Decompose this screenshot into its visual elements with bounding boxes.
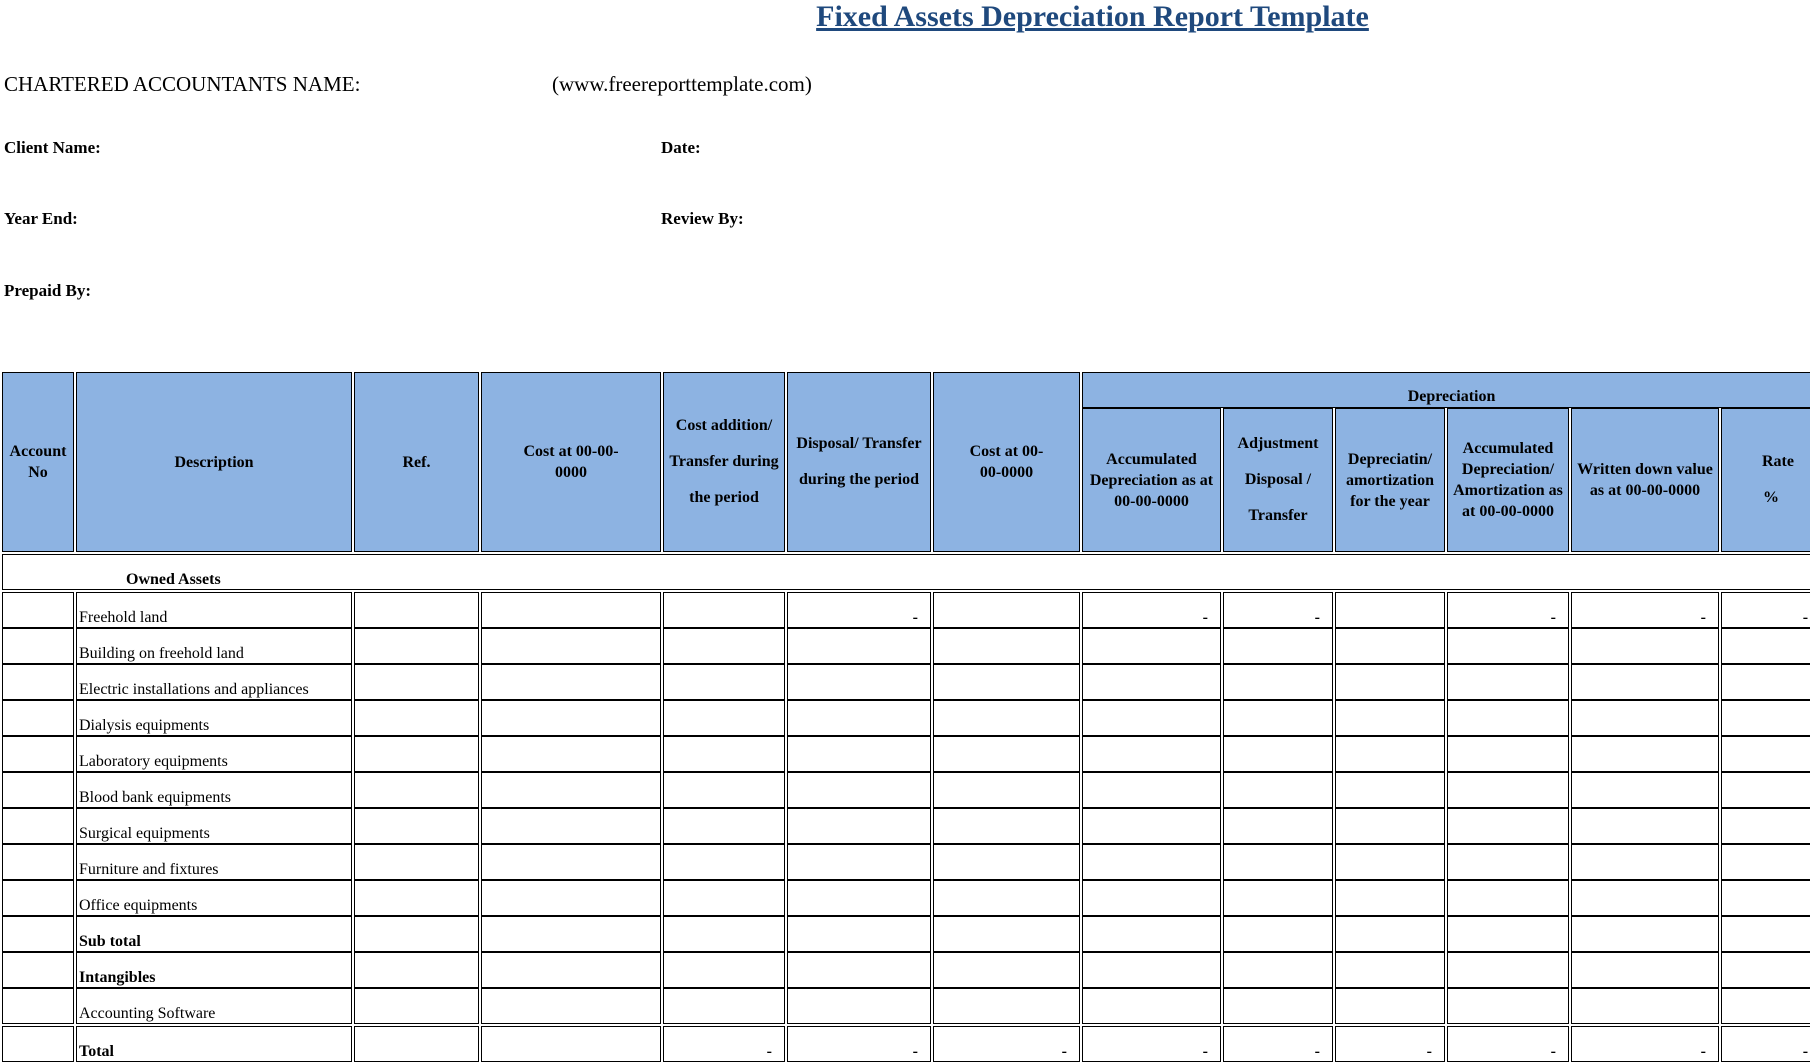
value-cell[interactable] (787, 772, 931, 808)
value-cell[interactable] (1447, 808, 1569, 844)
value-cell[interactable] (933, 664, 1080, 700)
value-cell[interactable] (933, 808, 1080, 844)
value-cell[interactable] (354, 880, 479, 916)
value-cell[interactable] (1571, 880, 1719, 916)
value-cell[interactable] (354, 988, 479, 1024)
value-cell[interactable] (354, 592, 479, 628)
value-cell[interactable] (1335, 880, 1445, 916)
table-row (2, 880, 1810, 916)
value-cell[interactable] (1082, 772, 1221, 808)
value-cell[interactable] (1082, 916, 1221, 952)
value-cell[interactable] (1721, 880, 1810, 916)
value-cell[interactable] (354, 628, 479, 664)
account-no-cell[interactable] (2, 592, 74, 628)
value-cell[interactable] (1571, 628, 1719, 664)
value-cell[interactable] (933, 880, 1080, 916)
value-cell[interactable] (1721, 808, 1810, 844)
col-cost-at-end: Cost at 00-00-0000 (933, 372, 1080, 552)
description-cell[interactable]: Freehold land (76, 592, 352, 628)
value-cell[interactable]: - (1447, 1026, 1569, 1062)
value-cell[interactable]: - (787, 592, 931, 628)
account-no-cell[interactable] (2, 988, 74, 1024)
col-accum-dep-end: Accumulated Depreciation/ Amortization as at 00-00-0000 (1447, 408, 1569, 552)
col-accum-dep-start: Accumulated Depreciation as at 00-00-0000 (1082, 408, 1221, 552)
description-cell[interactable]: Laboratory equipments (76, 736, 352, 772)
col-description: Description (76, 372, 352, 552)
value-cell[interactable] (1447, 736, 1569, 772)
account-no-cell[interactable] (2, 952, 74, 988)
table-row (2, 772, 1810, 808)
header-row (2, 372, 1810, 408)
table-row (2, 736, 1810, 772)
review-by-label: Review By: (661, 209, 744, 228)
value-cell[interactable] (787, 628, 931, 664)
value-cell[interactable] (1447, 988, 1569, 1024)
value-cell[interactable] (1571, 772, 1719, 808)
value-cell[interactable] (787, 952, 931, 988)
value-cell[interactable] (481, 700, 661, 736)
fixed-assets-table (0, 372, 1810, 1062)
value-cell[interactable] (663, 772, 785, 808)
value-cell[interactable] (663, 808, 785, 844)
page-title: Fixed Assets Depreciation Report Template (816, 0, 1369, 33)
value-cell[interactable] (787, 988, 931, 1024)
value-cell[interactable] (481, 772, 661, 808)
table-row (2, 844, 1810, 880)
website-text: (www.freereporttemplate.com) (552, 72, 812, 96)
account-no-cell[interactable] (2, 844, 74, 880)
value-cell[interactable]: - (1721, 592, 1810, 628)
value-cell[interactable]: - (933, 1026, 1080, 1062)
description-cell[interactable]: Sub total (76, 916, 352, 952)
description-cell[interactable]: Intangibles (76, 952, 352, 988)
col-adjustment: Adjustment Disposal / Transfer (1223, 408, 1333, 552)
value-cell[interactable] (663, 844, 785, 880)
value-cell[interactable] (1223, 880, 1333, 916)
year-end-label: Year End: (4, 209, 78, 228)
account-no-cell[interactable] (2, 736, 74, 772)
value-cell[interactable] (481, 808, 661, 844)
value-cell[interactable] (1335, 808, 1445, 844)
value-cell[interactable] (1447, 952, 1569, 988)
value-cell[interactable] (1447, 844, 1569, 880)
value-cell[interactable] (1721, 952, 1810, 988)
table-row (2, 808, 1810, 844)
value-cell[interactable] (1335, 916, 1445, 952)
value-cell[interactable] (1223, 736, 1333, 772)
value-cell[interactable] (1721, 700, 1810, 736)
account-no-cell[interactable] (2, 880, 74, 916)
value-cell[interactable]: - (1223, 592, 1333, 628)
value-cell[interactable] (1223, 808, 1333, 844)
table-row (2, 952, 1810, 988)
date-label: Date: (661, 138, 701, 157)
client-name-label: Client Name: (4, 138, 101, 157)
value-cell[interactable] (1447, 628, 1569, 664)
value-cell[interactable] (1335, 988, 1445, 1024)
value-cell[interactable] (933, 736, 1080, 772)
description-cell[interactable]: Electric installations and appliances (76, 664, 352, 700)
account-no-cell[interactable] (2, 916, 74, 952)
value-cell[interactable] (787, 700, 931, 736)
section-owned-assets: Owned Assets (2, 554, 1810, 590)
table-row (2, 628, 1810, 664)
value-cell[interactable]: - (1571, 1026, 1719, 1062)
firm-name-label: CHARTERED ACCOUNTANTS NAME: (4, 72, 361, 96)
value-cell[interactable] (1335, 700, 1445, 736)
value-cell[interactable] (1335, 772, 1445, 808)
value-cell[interactable] (663, 664, 785, 700)
value-cell[interactable] (481, 952, 661, 988)
value-cell[interactable] (481, 880, 661, 916)
value-cell[interactable] (1335, 736, 1445, 772)
table-row (2, 664, 1810, 700)
depreciation-group-header: Depreciation (1082, 372, 1810, 408)
value-cell[interactable] (354, 916, 479, 952)
value-cell[interactable] (1571, 700, 1719, 736)
value-cell[interactable] (787, 664, 931, 700)
value-cell[interactable] (933, 700, 1080, 736)
col-account-no: Account No (2, 372, 74, 552)
col-cost-addition: Cost addition/ Transfer during the period (663, 372, 785, 552)
value-cell[interactable] (1223, 664, 1333, 700)
value-cell[interactable]: - (787, 1026, 931, 1062)
value-cell[interactable] (354, 844, 479, 880)
value-cell[interactable] (1223, 628, 1333, 664)
value-cell[interactable] (1447, 772, 1569, 808)
description-cell[interactable]: Surgical equipments (76, 808, 352, 844)
value-cell[interactable] (787, 808, 931, 844)
col-ref: Ref. (354, 372, 479, 552)
col-dep-for-year: Depreciatin/ amortization for the year (1335, 408, 1445, 552)
value-cell[interactable] (1721, 736, 1810, 772)
value-cell[interactable] (663, 700, 785, 736)
value-cell[interactable] (481, 664, 661, 700)
col-written-down: Written down value as at 00-00-0000 (1571, 408, 1719, 552)
value-cell[interactable] (1082, 952, 1221, 988)
value-cell[interactable] (1223, 988, 1333, 1024)
value-cell[interactable] (1571, 916, 1719, 952)
value-cell[interactable]: - (1447, 592, 1569, 628)
value-cell[interactable] (663, 592, 785, 628)
account-no-cell[interactable] (2, 700, 74, 736)
description-cell[interactable]: Accounting Software (76, 988, 352, 1024)
value-cell[interactable] (1082, 628, 1221, 664)
table-row (2, 592, 1810, 628)
value-cell[interactable] (1082, 700, 1221, 736)
value-cell[interactable] (933, 844, 1080, 880)
value-cell[interactable] (1223, 700, 1333, 736)
description-cell[interactable]: Office equipments (76, 880, 352, 916)
value-cell[interactable] (481, 916, 661, 952)
value-cell[interactable] (1571, 988, 1719, 1024)
value-cell[interactable] (933, 916, 1080, 952)
account-no-cell[interactable] (2, 1026, 74, 1062)
value-cell[interactable] (1082, 880, 1221, 916)
value-cell[interactable] (1721, 916, 1810, 952)
value-cell[interactable] (354, 736, 479, 772)
description-cell[interactable]: Total (76, 1026, 352, 1062)
col-rate: Rate % (1721, 408, 1810, 552)
value-cell[interactable] (1571, 844, 1719, 880)
value-cell[interactable] (481, 592, 661, 628)
table-row (2, 988, 1810, 1024)
value-cell[interactable] (481, 844, 661, 880)
value-cell[interactable] (1223, 916, 1333, 952)
value-cell[interactable] (1571, 952, 1719, 988)
value-cell[interactable] (481, 1026, 661, 1062)
prepaid-by-label: Prepaid By: (4, 281, 92, 300)
account-no-cell[interactable] (2, 664, 74, 700)
value-cell[interactable] (1335, 952, 1445, 988)
value-cell[interactable] (663, 628, 785, 664)
value-cell[interactable] (663, 988, 785, 1024)
value-cell[interactable] (787, 916, 931, 952)
value-cell[interactable] (354, 772, 479, 808)
value-cell[interactable]: - (663, 1026, 785, 1062)
value-cell[interactable] (354, 664, 479, 700)
value-cell[interactable] (1335, 628, 1445, 664)
value-cell[interactable] (787, 880, 931, 916)
value-cell[interactable] (663, 880, 785, 916)
value-cell[interactable]: - (1082, 1026, 1221, 1062)
value-cell[interactable]: - (1335, 1026, 1445, 1062)
total-row (2, 1026, 1810, 1062)
value-cell[interactable] (1335, 844, 1445, 880)
table-row (2, 700, 1810, 736)
description-cell[interactable]: Blood bank equipments (76, 772, 352, 808)
section-row-owned-assets (2, 554, 1810, 590)
value-cell[interactable] (787, 844, 931, 880)
col-disposal: Disposal/ Transfer during the period (787, 372, 931, 552)
value-cell[interactable] (1082, 988, 1221, 1024)
account-no-cell[interactable] (2, 772, 74, 808)
value-cell[interactable] (1447, 700, 1569, 736)
value-cell[interactable] (1082, 808, 1221, 844)
value-cell[interactable] (1721, 772, 1810, 808)
value-cell[interactable] (481, 628, 661, 664)
value-cell[interactable] (1223, 844, 1333, 880)
value-cell[interactable] (354, 700, 479, 736)
value-cell[interactable] (1447, 916, 1569, 952)
value-cell[interactable] (1571, 664, 1719, 700)
value-cell[interactable] (663, 736, 785, 772)
value-cell[interactable] (1335, 592, 1445, 628)
value-cell[interactable] (1335, 664, 1445, 700)
value-cell[interactable] (1721, 988, 1810, 1024)
value-cell[interactable]: - (1721, 1026, 1810, 1062)
col-cost-at-start: Cost at 00-00-0000 (481, 372, 661, 552)
value-cell[interactable] (354, 808, 479, 844)
value-cell[interactable] (1223, 952, 1333, 988)
value-cell[interactable] (1082, 736, 1221, 772)
account-no-cell[interactable] (2, 628, 74, 664)
value-cell[interactable]: - (1571, 592, 1719, 628)
value-cell[interactable]: - (1082, 592, 1221, 628)
value-cell[interactable] (933, 772, 1080, 808)
value-cell[interactable] (1082, 664, 1221, 700)
value-cell[interactable] (1571, 808, 1719, 844)
description-cell[interactable]: Furniture and fixtures (76, 844, 352, 880)
value-cell[interactable] (481, 988, 661, 1024)
value-cell[interactable] (1447, 664, 1569, 700)
value-cell[interactable] (933, 988, 1080, 1024)
value-cell[interactable] (787, 736, 931, 772)
value-cell[interactable] (933, 592, 1080, 628)
table-row (2, 916, 1810, 952)
value-cell[interactable] (933, 628, 1080, 664)
value-cell[interactable] (663, 952, 785, 988)
value-cell[interactable] (933, 952, 1080, 988)
value-cell[interactable] (481, 736, 661, 772)
value-cell[interactable] (1223, 772, 1333, 808)
value-cell[interactable] (1082, 844, 1221, 880)
value-cell[interactable] (1721, 844, 1810, 880)
value-cell[interactable] (663, 916, 785, 952)
description-cell[interactable]: Dialysis equipments (76, 700, 352, 736)
value-cell[interactable]: - (1223, 1026, 1333, 1062)
value-cell[interactable] (1721, 628, 1810, 664)
account-no-cell[interactable] (2, 808, 74, 844)
value-cell[interactable] (1571, 736, 1719, 772)
value-cell[interactable] (1447, 880, 1569, 916)
value-cell[interactable] (354, 1026, 479, 1062)
value-cell[interactable] (354, 952, 479, 988)
description-cell[interactable]: Building on freehold land (76, 628, 352, 664)
value-cell[interactable] (1721, 664, 1810, 700)
